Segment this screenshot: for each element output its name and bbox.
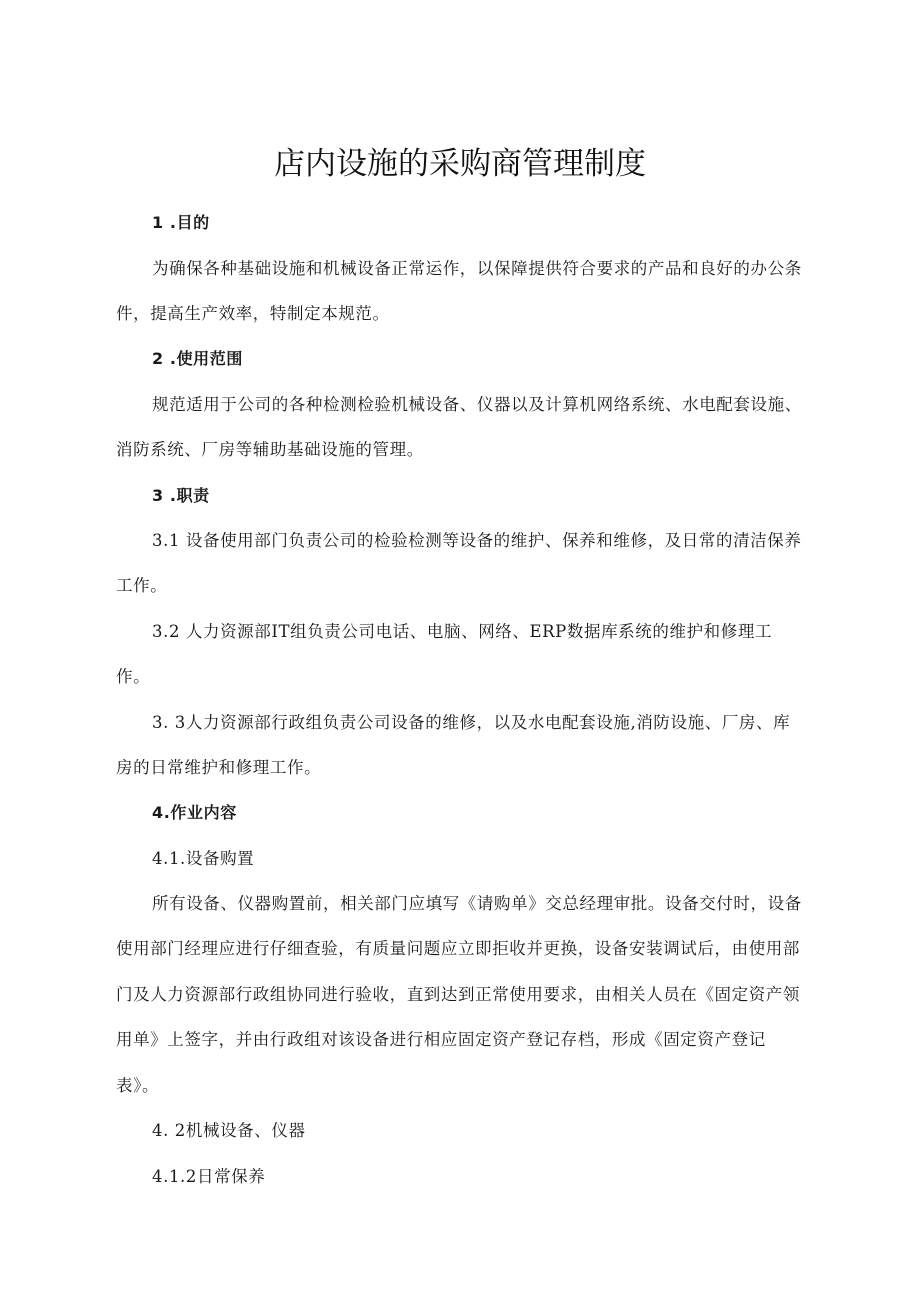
paragraph-line: 为确保各种基础设施和机械设备正常运作，以保障提供符合要求的产品和良好的办公条 <box>152 259 802 278</box>
paragraph-line: 工作。 <box>116 576 168 595</box>
paragraph-line: 3. 3人力资源部行政组负责公司设备的维修，以及水电配套设施,消防设施、厂房、库 <box>152 713 791 732</box>
subsection-heading: 4.1.2日常保养 <box>152 1167 266 1186</box>
paragraph-line: 规范适用于公司的各种检测检验机械设备、仪器以及计算机网络系统、水电配套设施、 <box>152 395 802 414</box>
subsection-heading: 4.1.设备购置 <box>152 849 255 868</box>
paragraph-line: 房的日常维护和修理工作。 <box>116 758 322 777</box>
section-heading-work-content: 4.作业内容 <box>152 803 237 822</box>
section-heading-responsibilities: 3 .职责 <box>152 486 210 505</box>
section-heading-scope: 2 .使用范围 <box>152 349 243 368</box>
paragraph-line: 所有设备、仪器购置前，相关部门应填写《请购单》交总经理审批。设备交付时，设备 <box>152 894 802 913</box>
paragraph-line: 使用部门经理应进行仔细查验，有质量问题应立即拒收并更换，设备安装调试后，由使用部 <box>116 939 800 958</box>
document-title: 店内设施的采购商管理制度 <box>274 146 646 182</box>
paragraph-line: 表》。 <box>116 1076 160 1095</box>
paragraph-line: 3.2 人力资源部IT组负责公司电话、电脑、网络、ERP数据库系统的维护和修理工 <box>152 622 773 641</box>
paragraph-line: 用单》上签字，并由行政组对该设备进行相应固定资产登记存档，形成《固定资产登记 <box>116 1030 766 1049</box>
paragraph-line: 件，提高生产效率，特制定本规范。 <box>116 304 390 323</box>
section-heading-purpose: 1 .目的 <box>152 213 210 232</box>
paragraph-line: 作。 <box>116 667 151 686</box>
paragraph-line: 3.1 设备使用部门负责公司的检验检测等设备的维护、保养和维修，及日常的清洁保养 <box>152 531 802 550</box>
paragraph-line: 门及人力资源部行政组协同进行验收，直到达到正常使用要求，由相关人员在《固定资产领 <box>116 985 800 1004</box>
subsection-heading: 4. 2机械设备、仪器 <box>152 1121 306 1140</box>
paragraph-line: 消防系统、厂房等辅助基础设施的管理。 <box>116 440 424 459</box>
